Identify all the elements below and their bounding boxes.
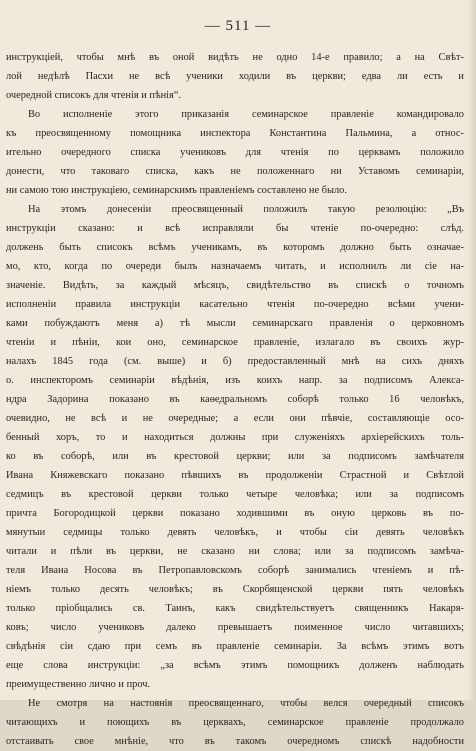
text-line: ндра Задорина показано въ каѳедральномъ соборѣ только 16 человѣкъ,	[6, 394, 464, 405]
text-line: отстаивать свое мнѣнiе, что въ такомъ очередномъ спискѣ надобности	[6, 736, 464, 747]
text-line: ковъ; число учениковъ далеко превышаетъ поименное число читавшихъ;	[6, 622, 464, 633]
text-line: только прiобщались св. Таинъ, какъ свидѣтельствуетъ священникъ Накаря-	[6, 603, 464, 614]
text-line: налахъ 1845 года (см. выше) и б) предоставленный мнѣ на сихъ дняхъ	[6, 356, 464, 367]
text-line: мянутыи седмицы только девять человѣкъ, и чтобы сiи девять человѣкъ	[6, 527, 464, 538]
text-line: значенiе. Видѣть, за каждый мѣсяцъ, свидѣтельство въ спискѣ о точномъ	[6, 280, 464, 291]
text-line: очередной списокъ для чтенiя и пѣнiя“.	[6, 90, 182, 101]
text-line: нiемъ только десять человѣкъ; въ Скорбященской церкви пять человѣкъ	[6, 584, 464, 595]
text-line: ко въ соборѣ, или въ крестовой церкви; или за подписомъ замѣчателя	[6, 451, 464, 462]
text-line: инструкцiи сказано: и всѣ исправляли бы чтенiе по-очередно: слѣд.	[6, 223, 464, 234]
text-line: читающихъ и поющихъ въ церквахъ, семинарское правленiе продолжало	[6, 717, 464, 728]
text-line: еще слова инструкцiи: „за всѣмъ этимъ помощникъ долженъ наблюдать	[6, 660, 464, 671]
text-line: бенный хоръ, то и находиться должны при служенiяхъ архiерейскихъ толь-	[6, 432, 464, 443]
text-line: свѣдѣнiя сiи сдаю при семъ въ правленiе семинарiи. За всѣмъ этимъ вотъ	[6, 641, 464, 652]
page-number: — 511 —	[204, 18, 272, 34]
text-line: Во исполненiе этого приказанiя семинарское правленiе командировало	[28, 109, 464, 120]
text-line: ни самою тою инструкцiею, семинарскимъ правленiемъ составлено не было.	[6, 185, 347, 196]
body-text	[6, 48, 464, 751]
page-edge-shadow	[468, 0, 476, 700]
text-line: ительно очередного списка учениковъ для чтенiя по церквамъ положило	[6, 147, 464, 158]
text-line: донести, что таковаго списка, какъ не положеннаго ни Уставомъ семинарiи,	[6, 166, 464, 177]
text-line: теля Ивана Носова въ Петропавловскомъ соборѣ занимались чтенiемъ и пѣ-	[6, 565, 464, 576]
text-line: причта Богородицкой церкви показано ходившими въ оную церковь въ по-	[6, 508, 464, 519]
text-line: мо, кто, когда по очереди былъ назначаемъ читать, и исполнилъ ли сiе на-	[6, 261, 464, 272]
text-line: о. инспекторомъ семинарiи вѣдѣнiя, изъ коихъ напр. за подписомъ Алекса-	[6, 375, 464, 386]
text-line: очевидно, не всѣ и не очередные; а если они пѣвчiе, составляющiе осо-	[6, 413, 464, 424]
text-line: ками побуждаютъ меня а) тѣ мысли семинарскаго правленiя о церковномъ	[6, 318, 464, 329]
text-line: На этомъ донесенiи преосвященный положилъ такую резолюцiю: „Въ	[28, 204, 464, 215]
text-line: лой недѣлѣ Пасхи не всѣ ученики ходили въ церкви; едва ли есть и	[6, 71, 464, 82]
text-line: Ивана Княжевскаго показано пѣвшихъ въ продолженiи Страстной и Свѣтлой	[6, 470, 464, 481]
text-line: чтенiи и пѣнiи, кои оно, семинарское правленiе, излагало въ своихъ жур-	[6, 337, 464, 348]
text-line: къ преосвященному помощника инспектора Константина Пальмина, а относ-	[6, 128, 464, 139]
text-line: инструкцiей, чтобы мнѣ въ оной видѣть не одно 14-е правило; а на Свѣт-	[6, 52, 464, 63]
text-line: преимущественно лично и проч.	[6, 679, 151, 690]
text-line: читали и пѣли въ церкви, не сказано ни слова; или за подписомъ замѣча-	[6, 546, 464, 557]
text-line: должень быть списокъ всѣмъ ученикамъ, въ которомъ должно быть означае-	[6, 242, 464, 253]
text-line: исполненiи правила инструкцiи касательно чтенiя по-очередно всѣми учени-	[6, 299, 464, 310]
text-line: Не смотря на настоянiя преосвященнаго, чтобы велся очередный списокъ	[28, 698, 464, 709]
text-line: седмицъ въ крестовой церкви только четыре человѣка; или за подписомъ	[6, 489, 464, 500]
